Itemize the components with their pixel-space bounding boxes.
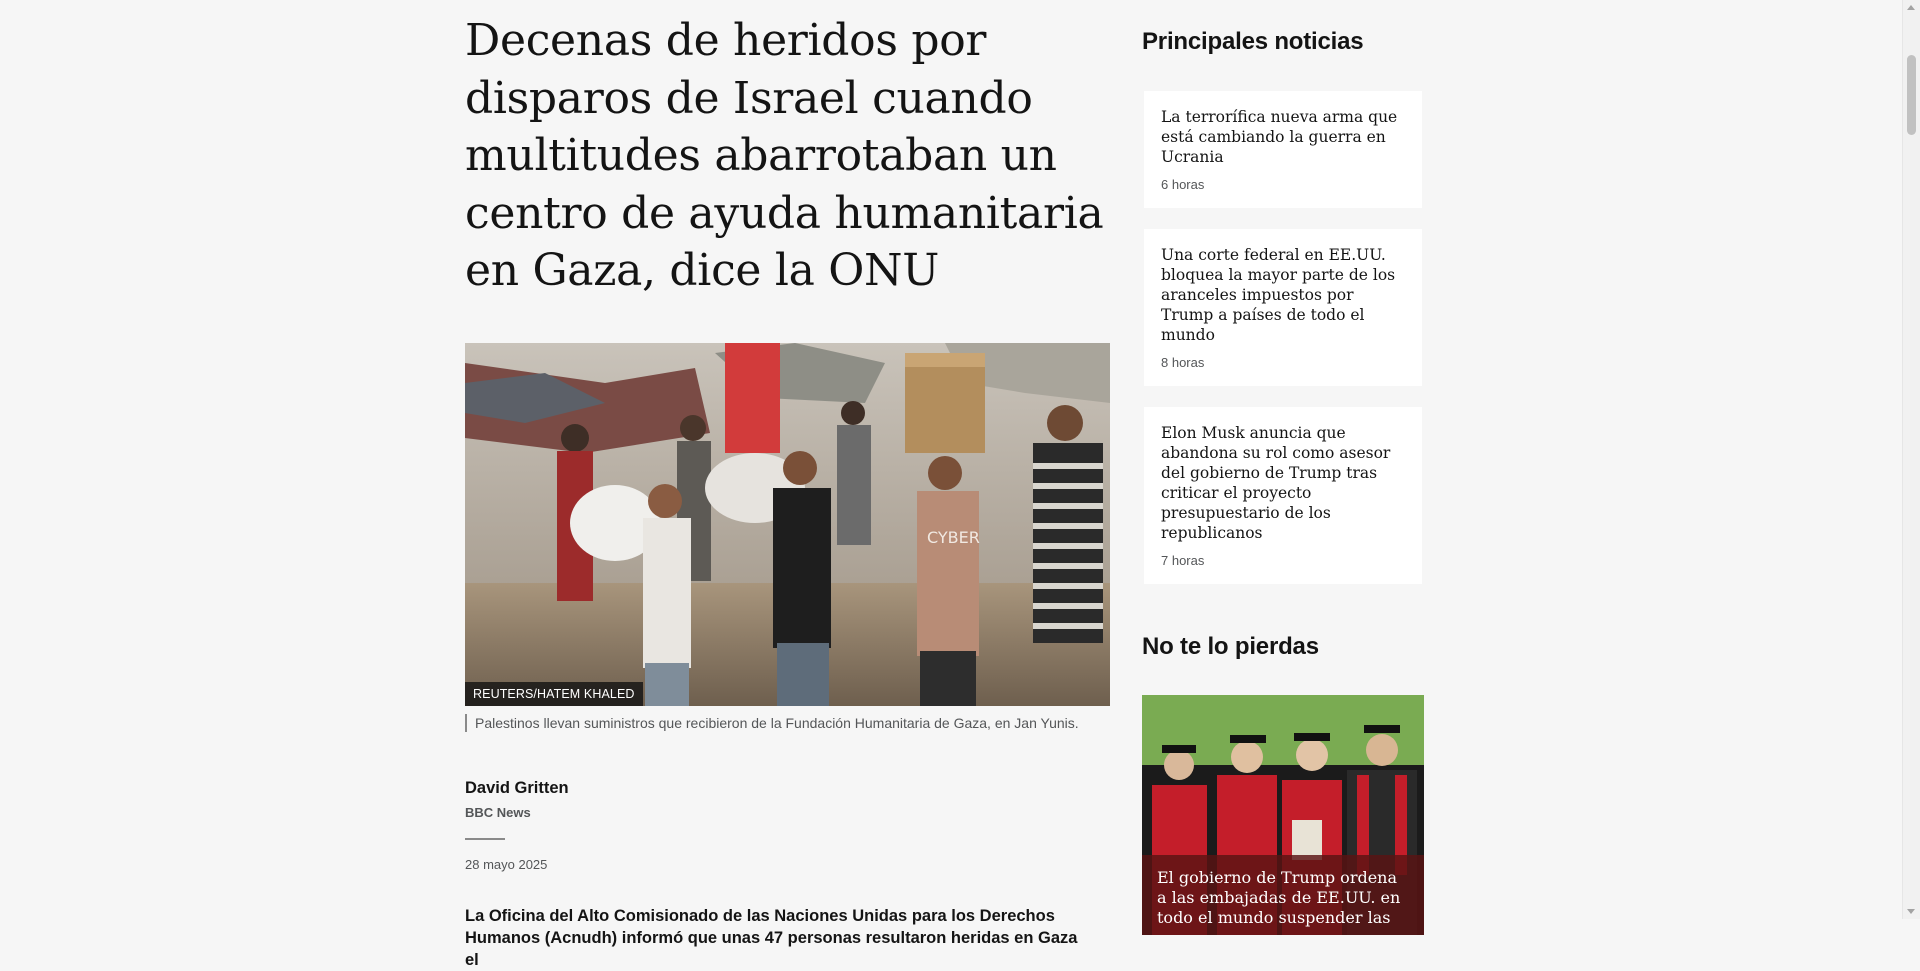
top-news-item[interactable] [1144, 407, 1422, 584]
article-lead: La Oficina del Alto Comisionado de las Naciones Unidas para los Derechos Humanos (Acnudh) informó que unas 47 personas resultaron heridas en Gaza el [465, 906, 1078, 969]
article-photo [465, 343, 1110, 706]
scroll-down-arrow-icon[interactable] [1907, 909, 1915, 914]
top-news-item[interactable] [1144, 229, 1422, 386]
article-date: 28 mayo 2025 [465, 857, 548, 872]
image-credit: REUTERS/HATEM KHALED [465, 682, 643, 706]
article [465, 0, 1110, 969]
top-news-item[interactable] [1144, 91, 1422, 208]
image-caption: Palestinos llevan suministros que recibieron de la Fundación Humanitaria de Gaza, en Jan Yunis. [465, 714, 1079, 732]
scroll-up-arrow-icon[interactable] [1907, 5, 1915, 10]
dont-miss-title: No te lo pierdas [1142, 633, 1319, 660]
vertical-scrollbar[interactable] [1902, 0, 1920, 919]
byline-divider [465, 838, 505, 840]
article-image [465, 343, 1110, 706]
article-author: David Gritten [465, 779, 569, 797]
promo-title: El gobierno de Trump ordena a las embajadas de EE.UU. en todo el mundo suspender las [1157, 868, 1401, 927]
promo-overlay [1142, 855, 1424, 935]
scrollbar-thumb[interactable] [1907, 55, 1916, 135]
top-news-item-time: 7 horas [1161, 553, 1205, 568]
top-news-item-title: La terrorífica nueva arma que está cambiando la guerra en Ucrania [1161, 108, 1398, 166]
top-news-item-time: 6 horas [1161, 177, 1205, 192]
top-news-item-time: 8 horas [1161, 355, 1205, 370]
promo-card[interactable] [1142, 695, 1424, 935]
article-headline: Decenas de heridos por disparos de Israel cuando multitudes abarrotaban un centro de ayuda humanitaria en Gaza, dice la ONU [465, 15, 1104, 296]
svg-text:CYBER: CYBER [927, 528, 980, 547]
top-news-item-title: Elon Musk anuncia que abandona su rol como asesor del gobierno de Trump tras criticar el proyecto presupuestario de los republicanos [1161, 424, 1391, 542]
top-news-item-title: Una corte federal en EE.UU. bloquea la mayor parte de los aranceles impuestos por Trump a países de todo el mundo [1161, 246, 1396, 344]
article-source: BBC News [465, 805, 531, 820]
top-news-title: Principales noticias [1142, 28, 1364, 55]
